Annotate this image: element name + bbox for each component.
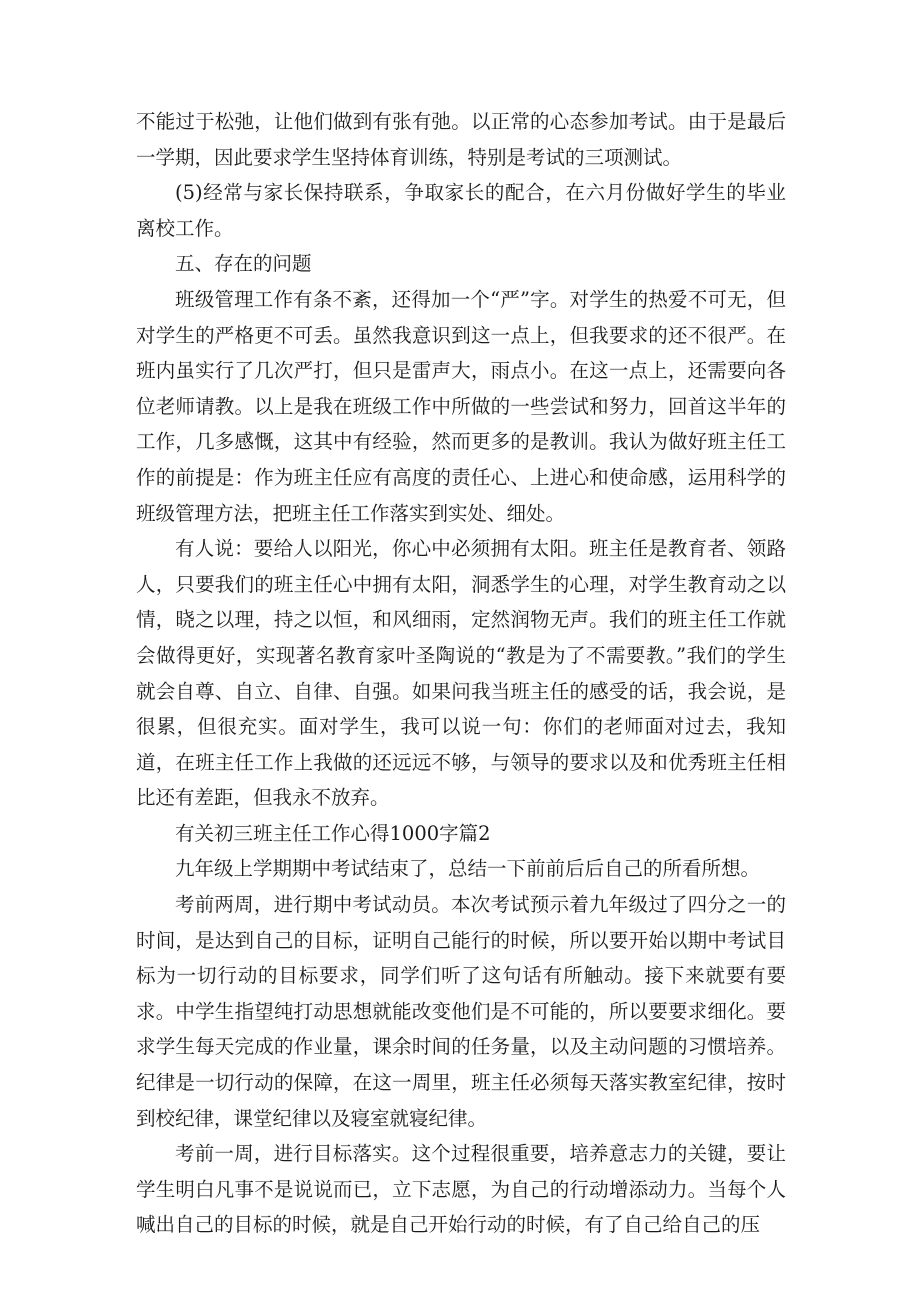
paragraph-4: 班级管理工作有条不紊，还得加一个“严”字。对学生的热爱不可无，但对学生的严格更不可丢。虽然我意识到这一点上，但我要求的还不很严。在班内虽实行了几次严打，但只是雷声大，雨点小。在这一点上，还需要向各位老师请教。以上是我在班级工作中所做的一些尝试和努力，回首这半年的工作，几多感慨，这其中有经验，然而更多的是教训。我认为做好班主任工作的前提是：作为班主任应有高度的责任心、上进心和使命感，运用科学的班级管理方法，把班主任工作落实到实处、细处。 — [136, 287, 786, 525]
document-body — [136, 104, 786, 1243]
paragraph-9: 考前一周，进行目标落实。这个过程很重要，培养意志力的关键，要让学生明白凡事不是说说而已，立下志愿，为自己的行动增添动力。当每个人喊出自己的目标的时候，就是自己开始行动的时候，有了自己给自己的压 — [136, 1142, 786, 1237]
paragraph-7: 九年级上学期期中考试结束了，总结一下前前后后自己的所看所想。 — [175, 857, 761, 881]
paragraph-2: (5)经常与家长保持联系，争取家长的配合，在六月份做好学生的毕业离校工作。 — [136, 181, 786, 240]
paragraph-1: 不能过于松弛，让他们做到有张有弛。以正常的心态参加考试。由于是最后一学期，因此要求学生坚持体育训练，特别是考试的三项测试。 — [136, 110, 786, 169]
article-title-part-2: 有关初三班主任工作心得1000字篇2 — [175, 821, 491, 845]
paragraph-8: 考前两周，进行期中考试动员。本次考试预示着九年级过了四分之一的时间，是达到自己的目标，证明自己能行的时候，所以要开始以期中考试目标为一切行动的目标要求，同学们听了这句话有所触动。接下来就要有要求。中学生指望纯打动思想就能改变他们是不可能的，所以要要求细化。要求学生每天完成的作业量，课余时间的任务量，以及主动问题的习惯培养。纪律是一切行动的保障，在这一周里，班主任必须每天落实教室纪律，按时到校纪律，课堂纪律以及寝室就寝纪律。 — [136, 893, 786, 1130]
section-heading-problems: 五、存在的问题 — [175, 252, 312, 276]
paragraph-5: 有人说：要给人以阳光，你心中必须拥有太阳。班主任是教育者、领路人，只要我们的班主任心中拥有太阳，洞悉学生的心理，对学生教育动之以情，晓之以理，持之以恒，和风细雨，定然润物无声。我们的班主任工作就会做得更好，实现著名教育家叶圣陶说的“教是为了不需要教。”我们的学生就会自尊、自立、自律、自强。如果问我当班主任的感受的话，我会说，是很累，但很充实。面对学生，我可以说一句：你们的老师面对过去，我知道，在班主任工作上我做的还远远不够，与领导的要求以及和优秀班主任相比还有差距，但我永不放弃。 — [136, 537, 786, 810]
